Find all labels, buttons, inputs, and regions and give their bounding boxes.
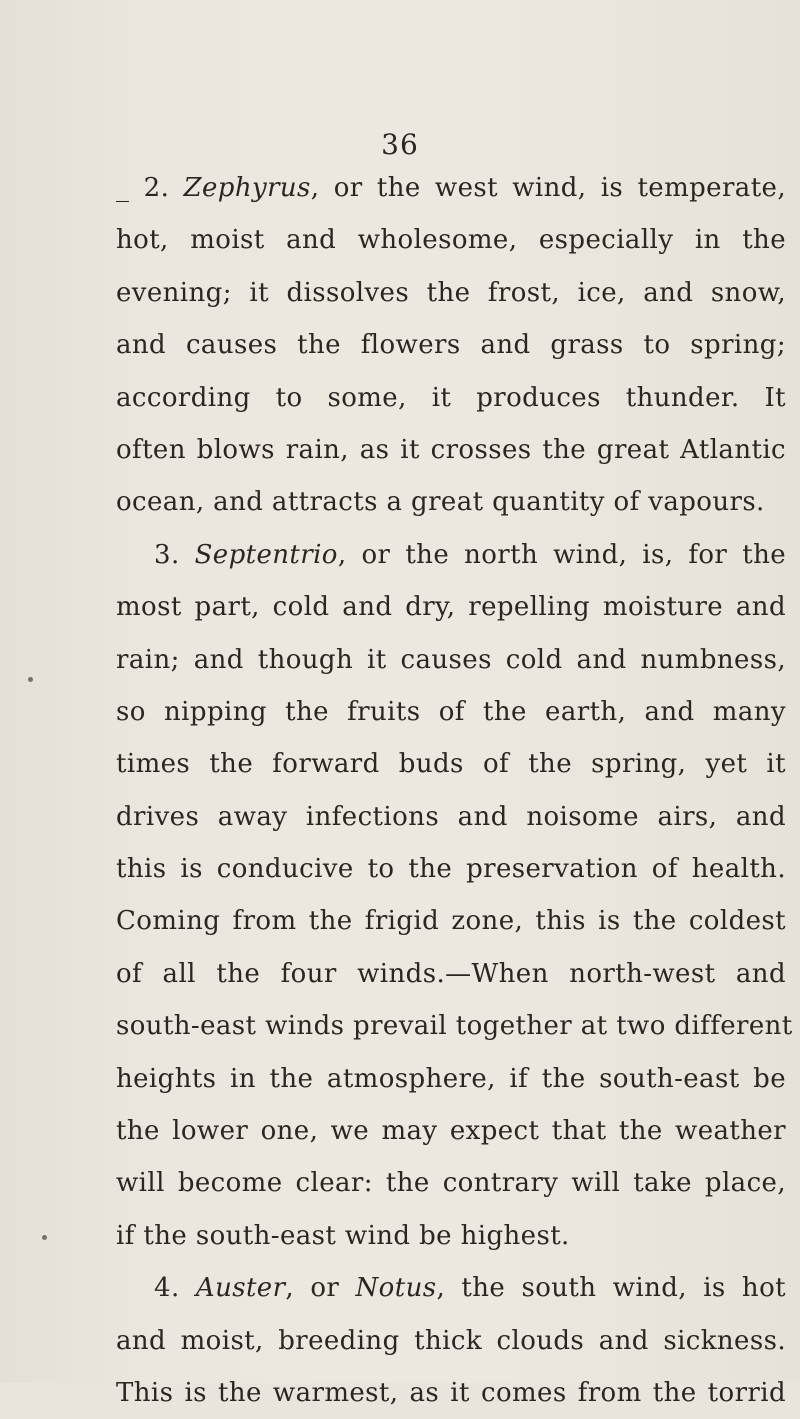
text-line-11: so nipping the fruits of the earth, and many xyxy=(116,696,786,727)
text-line-8: 3. Septentrio, or the north wind, is, for the xyxy=(154,539,786,570)
paper-speck xyxy=(42,1235,47,1240)
text-line-7: ocean, and attracts a great quantity of vapours. xyxy=(116,487,765,518)
text-line-19: the lower one, we may expect that the weather xyxy=(116,1116,786,1147)
text-line-13: drives away infections and noisome airs, and xyxy=(116,801,786,832)
text-line-10: rain; and though it causes cold and numbness, xyxy=(116,644,786,675)
body-text xyxy=(116,162,793,1419)
text-line-5: according to some, it produces thunder. It xyxy=(116,382,786,413)
text-line-3: evening; it dissolves the frost, ice, and snow, xyxy=(116,277,786,308)
text-line-12: times the forward buds of the spring, yet it xyxy=(116,749,786,780)
text-line-1: _ 2. Zephyrus, or the west wind, is temperate, xyxy=(116,173,786,203)
text-line-4: and causes the flowers and grass to spring; xyxy=(116,330,786,361)
text-line-6: often blows rain, as it crosses the great Atlantic xyxy=(116,434,786,465)
text-line-14: this is conducive to the preservation of health. xyxy=(116,854,786,885)
page-number: 36 xyxy=(381,128,419,161)
text-line-22: 4. Auster, or Notus, the south wind, is hot xyxy=(154,1273,786,1304)
text-line-17: south-east winds prevail together at two different xyxy=(116,1011,793,1042)
text-line-24: This is the warmest, as it comes from the torrid xyxy=(116,1377,786,1408)
text-line-20: will become clear: the contrary will take place, xyxy=(116,1168,786,1199)
text-line-16: of all the four winds.—When north-west and xyxy=(116,958,786,989)
text-line-21: if the south-east wind be highest. xyxy=(116,1220,570,1251)
text-line-15: Coming from the frigid zone, this is the coldest xyxy=(116,906,786,937)
text-line-2: hot, moist and wholesome, especially in the xyxy=(116,225,786,256)
text-line-23: and moist, breeding thick clouds and sickness. xyxy=(116,1325,786,1356)
paper-speck xyxy=(28,677,33,682)
text-line-18: heights in the atmosphere, if the south-east be xyxy=(116,1063,786,1094)
text-line-9: most part, cold and dry, repelling moisture and xyxy=(116,592,786,623)
